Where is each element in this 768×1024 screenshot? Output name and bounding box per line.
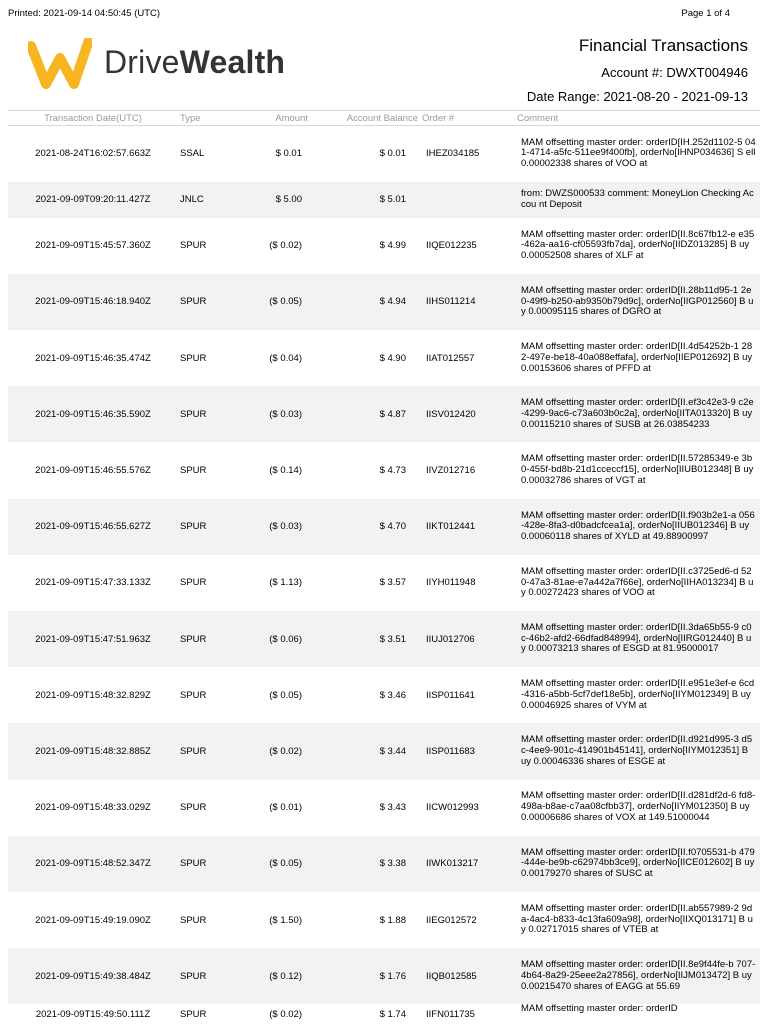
column-header-amount: Amount	[233, 111, 310, 126]
transactions-body	[8, 126, 760, 1024]
transaction-amount: ($ 0.02)	[269, 1008, 302, 1020]
transaction-amount: ($ 0.14)	[269, 465, 302, 477]
order-number: IIYH011948	[426, 577, 476, 589]
table-row	[8, 836, 760, 892]
order-number: IIQB012585	[426, 970, 477, 982]
order-number: IIAT012557	[426, 352, 475, 364]
brand-name	[104, 44, 285, 81]
transaction-date: 2021-09-09T15:46:35.590Z	[35, 408, 151, 420]
transaction-date: 2021-09-09T15:48:52.347Z	[35, 858, 151, 870]
transaction-date: 2021-09-09T15:46:55.627Z	[35, 521, 151, 533]
account-balance: $ 4.90	[379, 352, 406, 364]
transaction-amount: $ 5.00	[275, 194, 302, 206]
transaction-comment: MAM offsetting master order: orderID[II.28b11d95-1 2e0-49f9-b250-ab9350b79d9c], orderNo[IIGP012560] B uy 0.00095115 shares of DGRO at	[521, 284, 754, 318]
transaction-date: 2021-09-09T15:47:51.963Z	[35, 633, 151, 645]
transaction-comment: MAM offsetting master order: orderID[II.ab557989-2 9da-4ac4-b833-4c13fa609a98], orderNo[IIXQ013171] B uy 0.02717015 shares of VTEB at	[521, 902, 753, 936]
order-number: IIUJ012706	[426, 633, 475, 645]
table-row	[8, 948, 760, 1004]
transaction-date: 2021-09-09T15:49:50.111Z	[35, 1008, 151, 1020]
transaction-amount: ($ 0.01)	[269, 802, 302, 814]
transaction-amount: ($ 0.06)	[269, 633, 302, 645]
printed-timestamp: Printed: 2021-09-14 04:50:45 (UTC)	[8, 8, 161, 19]
table-row	[8, 499, 760, 555]
account-balance: $ 3.44	[379, 745, 406, 757]
brand-name-regular: Drive	[104, 44, 180, 80]
account-balance: $ 1.88	[379, 914, 406, 926]
transaction-comment: MAM offsetting master order: orderID[II.c3725ed6-d 520-47a3-81ae-e7a442a7f66e], orderNo[IIHA013234] B uy 0.00272423 shares of VOO at	[521, 565, 754, 599]
transaction-comment: MAM offsetting master order: orderID[II.8c67fb12-e e35-462a-aa16-cf05593fb7da], orderNo[IIDZ013285] B uy 0.00052508 shares of XLF at	[521, 228, 755, 262]
transaction-date: 2021-09-09T15:45:57.360Z	[35, 240, 151, 252]
transaction-amount: ($ 1.13)	[269, 577, 302, 589]
transaction-comment: MAM offsetting master order: orderID[II.e951e3ef-e 6cd-4316-a5bb-5cf7def18e5b], orderNo[IIYM012349] B uy 0.00046925 shares of VYM at	[521, 678, 755, 711]
transaction-comment: MAM offsetting master order: orderID	[521, 1003, 678, 1015]
page-indicator: Page 1 of 4	[681, 8, 730, 19]
transaction-comment: MAM offsetting master order: orderID[II.ef3c42e3-9 c2e-4299-9ac6-c73a603b0c2a], orderNo[IITA013320] B uy 0.00115210 shares of SUSB at 26.03854233	[521, 397, 754, 430]
transaction-type: SPUR	[180, 352, 207, 364]
transaction-date: 2021-09-09T15:47:33.133Z	[35, 577, 151, 589]
column-header-order: Order #	[420, 111, 515, 126]
transaction-date: 2021-09-09T15:49:19.090Z	[35, 914, 151, 926]
report-title: Financial Transactions	[578, 36, 748, 55]
transaction-comment: MAM offsetting master order: orderID[II.d921d995-3 d5c-4ee9-901c-414901b45141], orderNo[IIYM012351] B uy 0.00046336 shares of ESGE at	[521, 734, 753, 767]
transaction-comment: MAM offsetting master order: orderID[II.4d54252b-1 282-497e-be18-40a088effafa], orderNo[IIEP012692] B uy 0.00153606 shares of PFFD at	[521, 340, 753, 374]
transaction-amount: ($ 0.05)	[269, 689, 302, 701]
order-number: IHEZ034185	[426, 148, 480, 160]
table-row	[8, 274, 760, 330]
table-row	[8, 723, 760, 779]
order-number: IICW012993	[426, 802, 479, 814]
order-number: IIKT012441	[426, 521, 476, 533]
transaction-amount: ($ 0.04)	[269, 352, 302, 364]
transaction-comment: MAM offsetting master order: orderID[II.3da65b55-9 c0c-46b2-afd2-66dfad848994], orderNo[IIRG012440] B uy 0.00073213 shares of ESGD at 81.95000017	[521, 621, 752, 655]
order-number: IIHS011214	[426, 296, 476, 308]
transaction-type: SPUR	[180, 408, 207, 420]
transaction-amount: ($ 0.02)	[269, 745, 302, 757]
transaction-type: JNLC	[180, 194, 204, 206]
order-number: IISP011683	[426, 745, 475, 757]
table-row	[8, 892, 760, 948]
transaction-date: 2021-09-09T15:46:35.474Z	[35, 352, 151, 364]
transaction-amount: ($ 0.02)	[269, 240, 302, 252]
w-logo-icon	[28, 38, 92, 92]
transaction-comment: MAM offsetting master order: orderID[IH.252d1102-5 041-4714-a5fc-511ee9f400fb], orderNo[IHNP034636] S ell 0.00002338 shares of VOO at	[521, 136, 756, 170]
order-number: IIFN011735	[426, 1008, 475, 1020]
account-balance: $ 0.01	[379, 148, 406, 160]
transaction-amount: ($ 0.05)	[269, 858, 302, 870]
account-balance: $ 4.73	[379, 465, 406, 477]
table-row	[8, 555, 760, 611]
account-balance: $ 4.94	[379, 296, 406, 308]
account-balance: $ 3.38	[379, 858, 406, 870]
column-header-date: Transaction Date(UTC)	[8, 111, 178, 126]
table-row	[8, 218, 760, 274]
drivewealth-logo	[28, 38, 328, 94]
report-header	[527, 36, 748, 104]
transactions-table	[8, 110, 760, 1024]
transaction-comment: MAM offsetting master order: orderID[II.f0705531-b 479-444e-be9b-c62974bb3ce9], orderNo[IICE012602] B uy 0.00179270 shares of SUSC at	[521, 846, 755, 880]
transaction-comment: MAM offsetting master order: orderID[II.f903b2e1-a 056-428e-8fa3-d0badcfcea1a], orderNo[IIUB012346] B uy 0.00060118 shares of XYLD at 49.88900997	[521, 509, 755, 543]
order-number: IIEG012572	[426, 914, 477, 926]
table-row	[8, 442, 760, 498]
account-balance: $ 4.70	[379, 521, 406, 533]
table-row	[8, 780, 760, 836]
transaction-type: SPUR	[180, 914, 207, 926]
account-balance: $ 1.76	[379, 970, 406, 982]
order-number: IIVZ012716	[426, 465, 476, 477]
account-balance: $ 3.46	[379, 689, 406, 701]
transaction-type: SPUR	[180, 521, 207, 533]
transaction-type: SPUR	[180, 240, 207, 252]
table-row	[8, 386, 760, 442]
order-number: IISP011641	[426, 689, 475, 701]
transaction-comment: MAM offsetting master order: orderID[II.d281df2d-6 fd8-498a-b8ae-c7aa08cfbb37], orderNo[IIYM012350] B uy 0.00006686 shares of VOX at 149.51000044	[521, 790, 756, 824]
account-balance: $ 3.57	[379, 577, 406, 589]
transaction-date: 2021-09-09T15:48:32.885Z	[35, 745, 151, 757]
transaction-amount: ($ 1.50)	[269, 914, 302, 926]
transaction-date: 2021-09-09T15:46:18.940Z	[35, 296, 151, 308]
transaction-type: SPUR	[180, 633, 207, 645]
transaction-date: 2021-09-09T09:20:11.427Z	[35, 194, 151, 206]
account-number: Account #: DWXT004946	[601, 65, 748, 80]
transaction-date: 2021-08-24T16:02:57.663Z	[35, 148, 151, 160]
transaction-type: SPUR	[180, 745, 207, 757]
order-number	[420, 182, 515, 218]
transaction-type: SSAL	[180, 148, 205, 160]
transaction-type: SPUR	[180, 1008, 207, 1020]
account-balance: $ 4.87	[379, 408, 406, 420]
transaction-type: SPUR	[180, 858, 207, 870]
table-row	[8, 330, 760, 386]
date-range: Date Range: 2021-08-20 - 2021-09-13	[526, 89, 748, 104]
column-header-comment: Comment	[515, 111, 760, 126]
transaction-comment: MAM offsetting master order: orderID[II.8e9f44fe-b 707-4b64-8a29-25eee2a27856], orderNo[IIJM013472] B uy 0.00215470 shares of EAGG at 55.69	[521, 959, 756, 992]
table-row	[8, 611, 760, 667]
account-balance: $ 3.43	[379, 802, 406, 814]
transaction-date: 2021-09-09T15:49:38.484Z	[35, 970, 151, 982]
column-header-type: Type	[178, 111, 233, 126]
transaction-amount: ($ 0.03)	[269, 521, 302, 533]
brand-name-bold: Wealth	[179, 44, 286, 80]
transaction-date: 2021-09-09T15:48:32.829Z	[35, 689, 151, 701]
transaction-date: 2021-09-09T15:46:55.576Z	[35, 465, 151, 477]
account-balance: $ 1.74	[379, 1008, 406, 1020]
table-row	[8, 667, 760, 723]
account-balance: $ 4.99	[379, 240, 406, 252]
transaction-type: SPUR	[180, 802, 207, 814]
transaction-type: SPUR	[180, 689, 207, 701]
transaction-type: SPUR	[180, 465, 207, 477]
transaction-amount: $ 0.01	[275, 148, 302, 160]
transaction-comment: from: DWZS000533 comment: MoneyLion Checking Accou nt Deposit	[521, 187, 754, 210]
order-number: IISV012420	[426, 408, 476, 420]
order-number: IIWK013217	[426, 858, 479, 870]
transaction-amount: ($ 0.12)	[269, 970, 302, 982]
table-row	[8, 182, 760, 218]
transaction-comment: MAM offsetting master order: orderID[II.57285349-e 3b0-455f-bd8b-21d1cceccf15], orderNo[IIUB012348] B uy 0.00032786 shares of VGT at	[521, 453, 754, 486]
column-header-balance: Account Balance	[310, 111, 420, 126]
transaction-amount: ($ 0.05)	[269, 296, 302, 308]
transaction-date: 2021-09-09T15:48:33.029Z	[35, 802, 151, 814]
table-row	[8, 126, 760, 182]
account-balance: $ 5.01	[379, 194, 406, 206]
transaction-amount: ($ 0.03)	[269, 408, 302, 420]
transaction-type: SPUR	[180, 970, 207, 982]
transaction-type: SPUR	[180, 296, 207, 308]
transaction-type: SPUR	[180, 577, 207, 589]
table-row	[8, 1004, 760, 1024]
order-number: IIQE012235	[426, 240, 477, 252]
table-header-row	[8, 111, 760, 126]
account-balance: $ 3.51	[379, 633, 406, 645]
